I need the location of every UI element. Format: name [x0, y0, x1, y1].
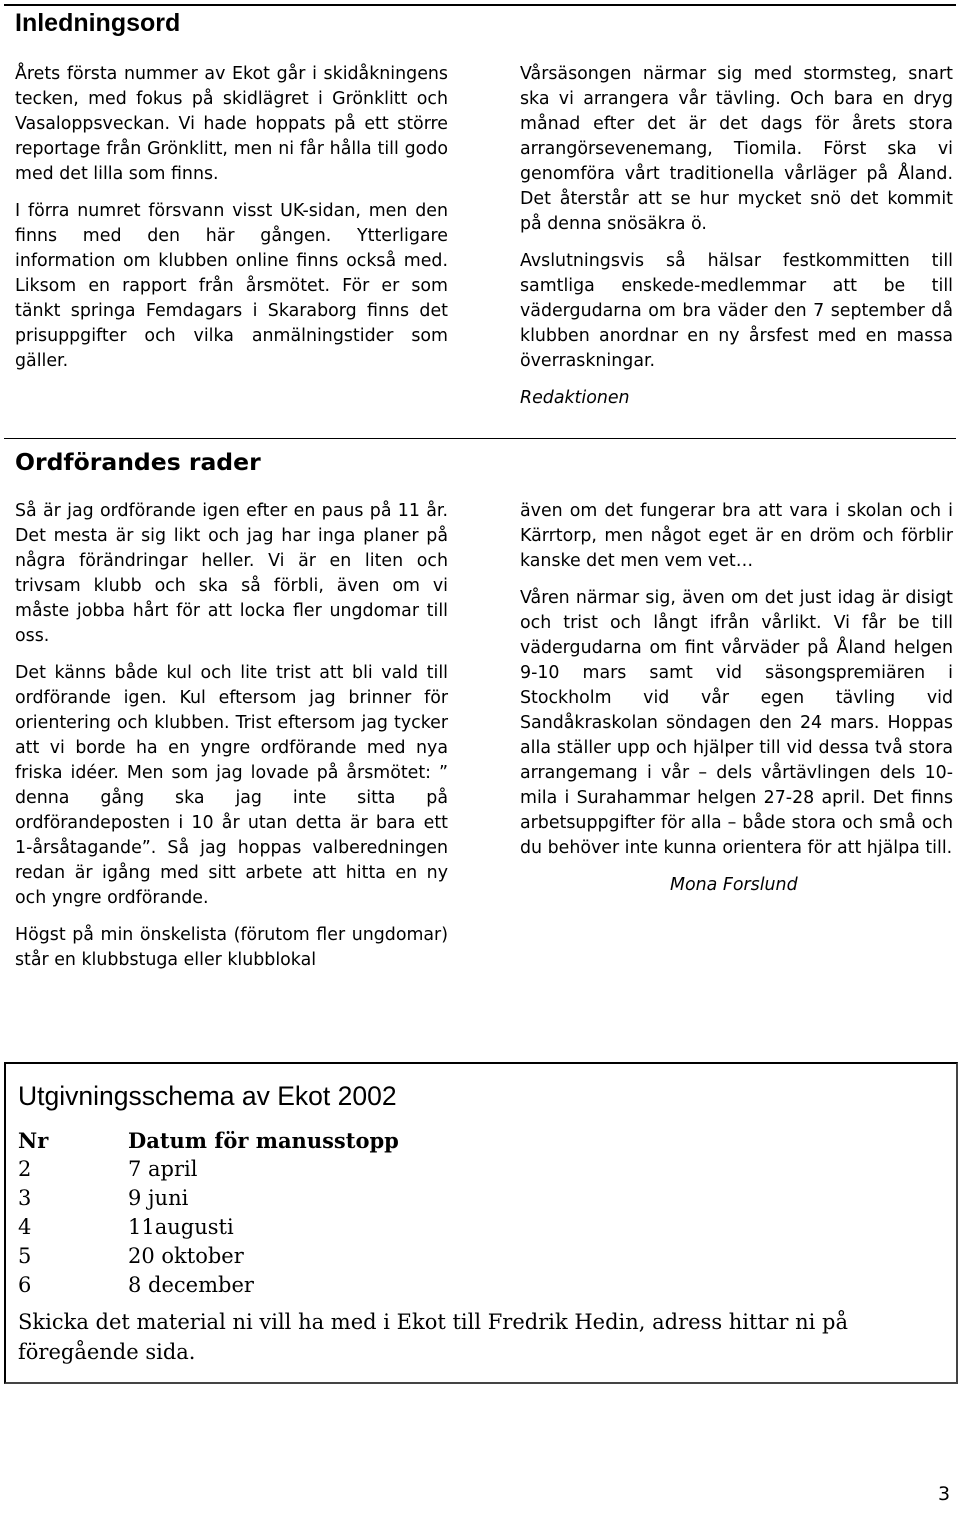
schedule-date: 9 juni	[128, 1186, 189, 1210]
schedule-note: Skicka det material ni vill ha med i Ekot till Fredrik Hedin, adress hittar ni på föregående sida.	[18, 1310, 849, 1364]
intro-paragraph: Avslutningsvis så hälsar festkommitten till samtliga enskede-medlemmar att be till vädergudarna om bra väder den 7 september då klubben anordnar en ny årsfest med en massa överraskningar.	[520, 251, 953, 371]
chair-heading: Ordförandes rader	[15, 448, 261, 476]
intro-heading: Inledningsord	[15, 9, 181, 37]
schedule-nr: 2	[18, 1157, 32, 1181]
intro-paragraph: Årets första nummer av Ekot går i skidåkningens tecken, med fokus på skidlägret i Grönklitt och Vasaloppsveckan. Vi hade hoppats på ett större reportage från Grönklitt, men ni får hålla till godo med det lilla som finns.	[15, 64, 448, 184]
section-divider	[4, 438, 956, 439]
chair-paragraph: även om det fungerar bra att vara i skolan och i Kärrtorp, men något eget är en dröm och förblir kanske det men vem vet…	[520, 501, 953, 571]
intro-signature: Redaktionen	[520, 388, 630, 408]
chair-paragraph: Så är jag ordförande igen efter en paus på 11 år. Det mesta är sig likt och jag har inga planer på några förändringar heller. Vi är en liten och trivsam klubb och ska så förbli, även om vi måste jobba hårt för att locka fler ungdomar till oss.	[15, 501, 448, 646]
schedule-date: 7 april	[128, 1157, 198, 1181]
schedule-title: Utgivningsschema av Ekot 2002	[18, 1081, 397, 1111]
schedule-box	[4, 1062, 958, 1384]
schedule-nr: 5	[18, 1244, 32, 1268]
intro-paragraph: I förra numret försvann visst UK-sidan, men den finns med den här gången. Ytterligare information om klubben online finns också med. Liksom en rapport från årsmötet. För er som tänkt springa Femdagars i Skaraborg finns det prisuppgifter och vilka anmälningstider som gäller.	[15, 201, 448, 371]
schedule-header-date: Datum för manusstopp	[128, 1128, 399, 1153]
page-number: 3	[938, 1483, 951, 1505]
schedule-nr: 3	[18, 1186, 32, 1210]
chair-paragraph: Våren närmar sig, även om det just idag är disigt och trist och långt ifrån vårlikt. Vi får be till vädergudarna om fint vårväder på Åland helgen 9-10 mars samt vid säsongspremiären i Stockholm vid vår egen tävling vid Sandåkraskolan söndagen den 24 mars. Hoppas alla ställer upp och hjälper till vid dessa två stora arrangemang i vår – dels vårtävlingen dels 10-mila i Surahammar helgen 27-28 april. Det finns arbetsuppgifter för alla – både stora och små och du behöver inte kunna orientera för att hjälpa till.	[520, 588, 953, 858]
chair-left-column	[15, 499, 448, 985]
top-rule	[4, 4, 956, 6]
schedule-header-nr: Nr	[18, 1128, 49, 1153]
intro-left-column	[15, 62, 448, 386]
schedule-date: 8 december	[128, 1273, 254, 1297]
schedule-nr: 6	[18, 1273, 32, 1297]
intro-paragraph: Vårsäsongen närmar sig med stormsteg, snart ska vi arrangera vår tävling. Och bara en dryg månad efter det är det dags för årets stora arrangörsevenemang, Tiomila. Först ska vi genomföra vårt traditionella vårläger på Åland. Det återstår att se hur mycket snö det kommit på denna snösäkra ö.	[520, 64, 953, 234]
schedule-date: 11augusti	[128, 1215, 234, 1239]
chair-signature: Mona Forslund	[670, 875, 798, 895]
chair-paragraph: Högst på min önskelista (förutom fler ungdomar) står en klubbstuga eller klubblokal	[15, 925, 448, 970]
chair-paragraph: Det känns både kul och lite trist att bli vald till ordförande igen. Kul eftersom jag brinner för orientering och klubben. Trist eftersom jag tycker att vi borde ha en yngre ordförande med nya friska idéer. Men som jag lovade på årsmötet: ” denna gång ska jag inte sitta på ordförandeposten i 10 år utan detta är bara ett 1-årsåtagande”. Så jag hoppas valberedningen redan är igång med sitt arbete att hitta en ny och yngre ordförande.	[15, 663, 448, 908]
chair-right-column	[520, 499, 953, 910]
schedule-date: 20 oktober	[128, 1244, 244, 1268]
schedule-nr: 4	[18, 1215, 32, 1239]
intro-right-column	[520, 62, 953, 423]
